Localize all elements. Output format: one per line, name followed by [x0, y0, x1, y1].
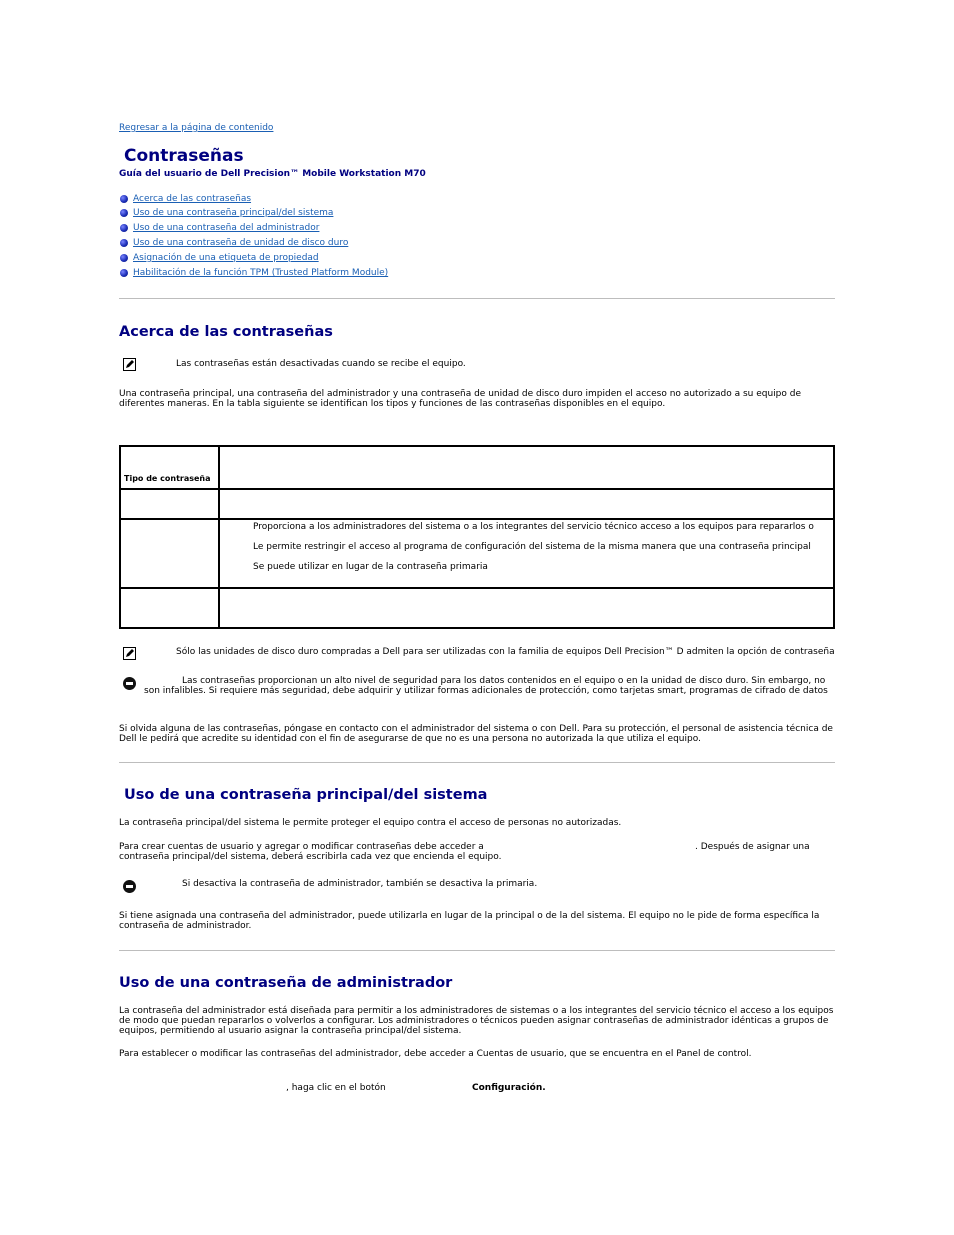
bullet-icon: [120, 209, 128, 217]
caution-text-line: son infalibles. Si requiere más seguridad, debe adquirir y utilizar formas adicionales de protección, como tarjetas smart, programas de cifrado de datos: [144, 686, 828, 696]
page-title: Contraseñas: [124, 146, 244, 166]
paragraph-text: . Después de asignar una: [695, 842, 810, 852]
toc-link-principal[interactable]: Uso de una contraseña principal/del sistema: [133, 208, 334, 218]
toc-link-acerca[interactable]: Acerca de las contraseñas: [133, 194, 252, 204]
paragraph-text: La contraseña principal/del sistema le permite proteger el equipo contra el acceso de personas no autorizadas.: [119, 818, 622, 828]
text-line: diferentes maneras. En la tabla siguiente se identifican los tipos y funciones de las contraseñas disponibles en el equipo.: [119, 399, 666, 409]
bullet-icon: [120, 269, 128, 277]
section-heading-acerca: Acerca de las contraseñas: [119, 324, 333, 340]
bullet-icon: [120, 224, 128, 232]
note-icon: [123, 647, 136, 660]
table-header-tipo: Tipo de contraseña: [124, 474, 211, 483]
toc-link-disco-duro[interactable]: Uso de una contraseña de unidad de disco duro: [133, 238, 349, 248]
admin-substitute-paragraph: [119, 911, 819, 931]
caution-text: Si desactiva la contraseña de administrador, también se desactiva la primaria.: [182, 879, 538, 889]
caution-icon: [123, 880, 136, 893]
paragraph-text: contraseña principal/del sistema, deberá escribirla cada vez que encienda el equipo.: [119, 852, 502, 862]
text-line: equipos, permitiendo al usuario asignar la contraseña principal/del sistema.: [119, 1026, 462, 1036]
table-row-divider: [121, 518, 833, 520]
password-types-table: [119, 445, 835, 629]
text-line: Una contraseña principal, una contraseña del administrador y una contraseña de unidad de disco duro impiden el acceso no autorizado a su equipo de: [119, 389, 801, 399]
paragraph-text: Para establecer o modificar las contraseñas del administrador, debe acceder a Cuentas de usuario, que se encuentra en el Panel de control.: [119, 1049, 752, 1059]
forgot-password-paragraph: [119, 724, 833, 744]
intro-paragraph: [119, 389, 801, 409]
toc-link-tpm[interactable]: Habilitación de la función TPM (Trusted Platform Module): [133, 268, 389, 278]
text-line: Si olvida alguna de las contraseñas, póngase en contacto con el administrador del sistema o con Dell. Para su protección, el personal de asistencia técnica de: [119, 724, 833, 734]
toc-link-etiqueta[interactable]: Asignación de una etiqueta de propiedad: [133, 253, 319, 263]
note-text-hdd: Sólo las unidades de disco duro compradas a Dell para ser utilizadas con la familia de equipos Dell Precision™ D admiten la opción de contraseña: [176, 647, 835, 657]
section-divider: [119, 762, 835, 763]
table-cell-item: Se puede utilizar en lugar de la contraseña primaria: [253, 562, 488, 572]
bullet-icon: [120, 195, 128, 203]
section-heading-administrador: Uso de una contraseña de administrador: [119, 975, 453, 991]
table-column-divider: [218, 447, 220, 627]
text-line: de modo que puedan repararlos o volverlos a configurar. Los administradores o técnicos pueden asignar contraseñas de administrador idénticas a grupos de: [119, 1016, 829, 1026]
back-to-contents-link[interactable]: Regresar a la página de contenido: [119, 123, 274, 133]
section-divider: [119, 298, 835, 299]
caution-icon: [123, 677, 136, 690]
toc-link-administrador[interactable]: Uso de una contraseña del administrador: [133, 223, 320, 233]
table-cell-item: Proporciona a los administradores del sistema o a los integrantes del servicio técnico acceso a los equipos para repararlos o: [253, 522, 814, 532]
paragraph-text: Para crear cuentas de usuario y agregar o modificar contraseñas debe acceder a: [119, 842, 484, 852]
configuracion-label: Configuración.: [472, 1083, 546, 1093]
table-row-divider: [121, 488, 833, 490]
text-line: Dell le pedirá que acredite su identidad con el fin de asegurarse de que no es una persona no autorizada la que utiliza el equipo.: [119, 734, 701, 744]
note-text: Las contraseñas están desactivadas cuando se recibe el equipo.: [176, 359, 466, 369]
text-line: contraseña de administrador.: [119, 921, 252, 931]
bullet-icon: [120, 254, 128, 262]
page-subtitle: Guía del usuario de Dell Precision™ Mobile Workstation M70: [119, 169, 426, 179]
table-row-divider: [121, 587, 833, 589]
text-line: La contraseña del administrador está diseñada para permitir a los administradores de sistemas o a los integrantes del servicio técnico el acceso a los equipos: [119, 1006, 834, 1016]
bullet-icon: [120, 239, 128, 247]
note-icon: [123, 358, 136, 371]
section-divider: [119, 950, 835, 951]
paragraph-text: , haga clic en el botón: [286, 1083, 386, 1093]
admin-paragraph: [119, 1006, 833, 1036]
text-line: Si tiene asignada una contraseña del administrador, puede utilizarla en lugar de la principal o de la del sistema. El equipo no le pide de forma específica la: [119, 911, 820, 921]
section-heading-principal: Uso de una contraseña principal/del sistema: [124, 787, 488, 803]
table-cell-item: Le permite restringir el acceso al programa de configuración del sistema de la misma manera que una contraseña principal: [253, 542, 811, 552]
caution-text-line: Las contraseñas proporcionan un alto nivel de seguridad para los datos contenidos en el equipo o en la unidad de disco duro. Sin embargo, no: [182, 676, 826, 686]
